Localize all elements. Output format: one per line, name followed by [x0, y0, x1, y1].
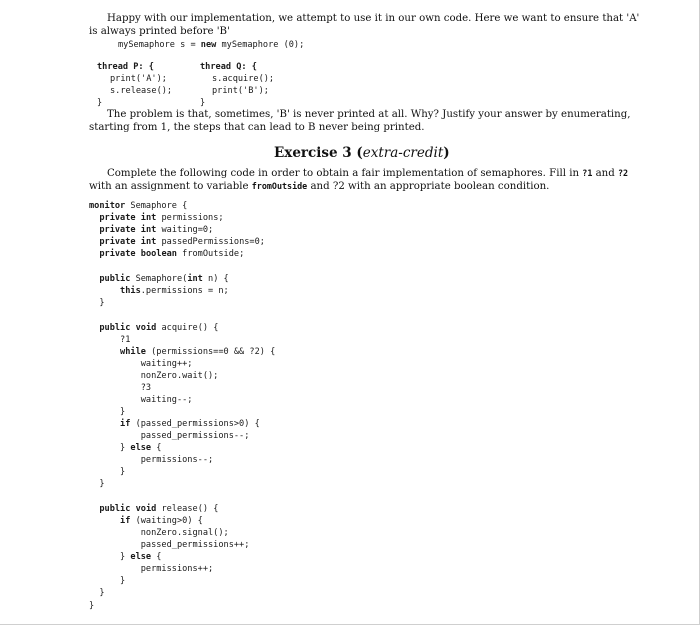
- thread-q-close: }: [200, 98, 206, 108]
- code-line-constructor-close: }: [89, 298, 105, 308]
- code-line-acquire-close: }: [89, 479, 105, 489]
- thread-p-line-2: s.release();: [110, 86, 173, 96]
- code-line-signal: nonZero.signal();: [89, 528, 229, 538]
- code-line-from-outside: private boolean fromOutside;: [99, 249, 245, 259]
- code-line-blank-1: ?1: [89, 335, 131, 345]
- code-line-if-close: }: [89, 467, 126, 477]
- code-line-passed-dec: passed_permissions--;: [89, 431, 250, 441]
- intro-line-2: is always printed before 'B': [89, 26, 230, 37]
- thread-p-close: }: [97, 98, 103, 108]
- thread-q-line-2: print('B');: [212, 86, 269, 96]
- code-line-waiting-dec: waiting--;: [89, 395, 193, 405]
- exercise-subtitle: extra-credit: [362, 145, 444, 161]
- thread-p-header: thread P: {: [97, 62, 154, 72]
- code-line-if-passed: if (passed_permissions>0) {: [120, 419, 260, 429]
- code-line-acquire: public void acquire() {: [99, 323, 219, 333]
- thread-q-line-1: s.acquire();: [212, 74, 275, 84]
- exercise-heading: Exercise 3 (extra-credit): [274, 145, 450, 161]
- code-line-blank-3: ?3: [89, 383, 152, 393]
- decl-new-keyword: new: [200, 40, 217, 50]
- code-line-while-close: }: [89, 407, 126, 417]
- code-line-wait: nonZero.wait();: [89, 371, 219, 381]
- decl-rest: s =: [174, 40, 201, 50]
- code-line-passed-permissions: private int passedPermissions=0;: [99, 237, 265, 247]
- code-line-while: while (permissions==0 && ?2) {: [120, 347, 276, 357]
- code-line-release-close: }: [89, 588, 105, 598]
- code-line-release-else: } else {: [89, 552, 162, 562]
- code-line-permissions: private int permissions;: [99, 213, 224, 223]
- code-line-waiting: private int waiting=0;: [99, 225, 214, 235]
- thread-p-line-1: print('A');: [110, 74, 167, 84]
- problem-line-1: The problem is that, sometimes, 'B' is never printed at all. Why? Justify your answer by enumerating,: [107, 109, 631, 120]
- exercise-title: Exercise 3: [274, 145, 352, 161]
- code-line-if-waiting: if (waiting>0) {: [120, 516, 203, 526]
- decl-ctor: mySemaphore (0);: [216, 40, 305, 50]
- code-line-this-permissions: this.permissions = n;: [120, 286, 229, 296]
- code-line-release-if-close: }: [89, 576, 126, 586]
- code-line-monitor: monitor Semaphore {: [89, 201, 188, 211]
- intro-line-1: Happy with our implementation, we attempt to use it in our own code. Here we want to ensure that 'A': [107, 13, 640, 24]
- thread-q-header: thread Q: {: [200, 62, 257, 72]
- code-line-permissions-inc: permissions++;: [89, 564, 214, 574]
- code-line-waiting-inc: waiting++;: [89, 359, 193, 369]
- instructions-line-2: with an assignment to variable fromOutside and ?2 with an appropriate boolean condition.: [89, 181, 550, 192]
- code-line-else: } else {: [89, 443, 162, 453]
- code-line-monitor-close: }: [89, 601, 95, 611]
- semaphore-declaration: [118, 39, 304, 51]
- decl-type: mySemaphore: [118, 40, 175, 50]
- code-line-constructor: public Semaphore(int n) {: [99, 274, 229, 284]
- code-line-release: public void release() {: [99, 504, 219, 514]
- instructions-line-1: Complete the following code in order to obtain a fair implementation of semaphores. Fill in ?1 and ?2: [107, 168, 629, 179]
- code-line-permissions-dec: permissions--;: [89, 455, 214, 465]
- code-line-passed-inc: passed_permissions++;: [89, 540, 250, 550]
- problem-line-2: starting from 1, the steps that can lead to B never being printed.: [89, 122, 425, 133]
